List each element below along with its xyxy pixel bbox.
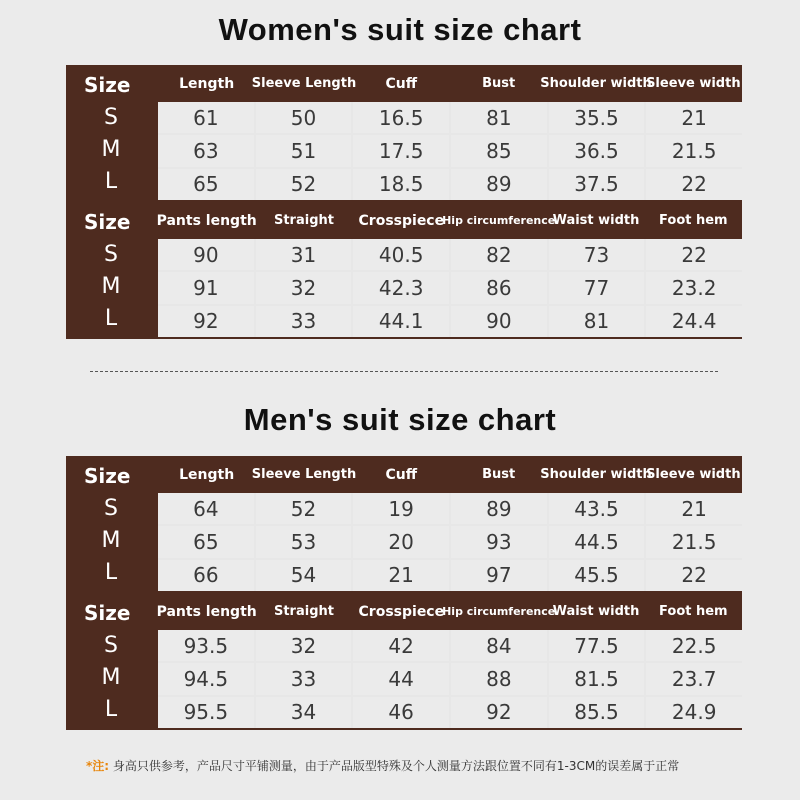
column-header: Crosspiece — [358, 212, 445, 229]
size-row-label: S — [104, 633, 118, 658]
table-cell: 18.5 — [353, 169, 449, 200]
column-header: Foot hem — [659, 213, 728, 228]
column-header: Bust — [482, 76, 516, 91]
size-row-label: M — [101, 528, 121, 553]
size-header: Size — [84, 464, 131, 488]
size-row-label: L — [104, 560, 118, 585]
table-cell: 23.7 — [646, 663, 742, 694]
section-divider — [90, 371, 718, 372]
table-cell: 85 — [451, 135, 547, 166]
table-cell: 81 — [549, 306, 645, 337]
table-cell: 54 — [256, 560, 352, 591]
table-cell: 31 — [256, 239, 352, 270]
table-cell: 33 — [256, 306, 352, 337]
table-cell: 81 — [451, 102, 547, 133]
table-cell: 81.5 — [549, 663, 645, 694]
size-row-label: L — [104, 306, 118, 331]
column-header: Crosspiece — [358, 603, 445, 620]
table-cell: 65 — [158, 526, 254, 557]
column-header: Pants length — [156, 603, 257, 620]
size-row-label: L — [104, 169, 118, 194]
table-cell: 45.5 — [549, 560, 645, 591]
table-cell: 43.5 — [549, 493, 645, 524]
note-text: 身高只供参考，产品尺寸平铺测量，由于产品版型特殊及个人测量方法跟位置不同有1-3CM的误差属于正常 — [112, 759, 680, 773]
table-cell: 64 — [158, 493, 254, 524]
table-cell: 21.5 — [646, 135, 742, 166]
size-row-label: S — [104, 105, 118, 130]
size-row-label: S — [104, 496, 118, 521]
column-header: Waist width — [552, 213, 640, 228]
column-header: Foot hem — [659, 604, 728, 619]
table-cell: 40.5 — [353, 239, 449, 270]
table-cell: 44.1 — [353, 306, 449, 337]
table-cell: 21 — [353, 560, 449, 591]
table-cell: 85.5 — [549, 697, 645, 728]
table-cell: 52 — [256, 169, 352, 200]
size-row-label: M — [101, 665, 121, 690]
table-cell: 32 — [256, 630, 352, 661]
table-cell: 19 — [353, 493, 449, 524]
table-cell: 90 — [451, 306, 547, 337]
table-cell: 77.5 — [549, 630, 645, 661]
column-header: Length — [179, 466, 235, 483]
men-top-table-values — [158, 493, 742, 591]
size-row-label: M — [101, 137, 121, 162]
column-header: Length — [179, 75, 235, 92]
column-header: Straight — [273, 213, 334, 228]
table-cell: 89 — [451, 493, 547, 524]
table-cell: 90 — [158, 239, 254, 270]
table-cell: 23.2 — [646, 272, 742, 303]
table-cell: 73 — [549, 239, 645, 270]
table-cell: 93 — [451, 526, 547, 557]
table-cell: 22 — [646, 239, 742, 270]
size-header: Size — [84, 601, 131, 625]
women-top-table-values — [158, 102, 742, 200]
size-header: Size — [84, 210, 131, 234]
table-cell: 24.4 — [646, 306, 742, 337]
table-cell: 22 — [646, 169, 742, 200]
table-cell: 44 — [353, 663, 449, 694]
table-cell: 24.9 — [646, 697, 742, 728]
women-bottom-table-values — [158, 239, 742, 337]
table-cell: 20 — [353, 526, 449, 557]
table-cell: 97 — [451, 560, 547, 591]
column-header: Sleeve Length — [251, 76, 357, 91]
table-cell: 93.5 — [158, 630, 254, 661]
column-header: Hip circumference — [442, 605, 556, 618]
table-cell: 51 — [256, 135, 352, 166]
table-cell: 21.5 — [646, 526, 742, 557]
column-header: Shoulder width — [540, 467, 652, 482]
table-cell: 92 — [451, 697, 547, 728]
column-header: Straight — [273, 604, 334, 619]
table-cell: 61 — [158, 102, 254, 133]
table-cell: 36.5 — [549, 135, 645, 166]
note-mark: *注: — [86, 759, 110, 773]
table-cell: 95.5 — [158, 697, 254, 728]
women-chart-title: Women's suit size chart — [218, 12, 582, 47]
table-cell: 35.5 — [549, 102, 645, 133]
table-cell: 77 — [549, 272, 645, 303]
table-cell: 42.3 — [353, 272, 449, 303]
table-cell: 89 — [451, 169, 547, 200]
table-cell: 91 — [158, 272, 254, 303]
table-cell: 94.5 — [158, 663, 254, 694]
column-header: Bust — [482, 467, 516, 482]
column-header: Cuff — [385, 466, 418, 483]
table-cell: 34 — [256, 697, 352, 728]
size-row-label: L — [104, 697, 118, 722]
table-cell: 65 — [158, 169, 254, 200]
table-cell: 22.5 — [646, 630, 742, 661]
measurement-note — [86, 757, 679, 774]
table-cell: 37.5 — [549, 169, 645, 200]
column-header: Waist width — [552, 604, 640, 619]
table-cell: 46 — [353, 697, 449, 728]
table-cell: 86 — [451, 272, 547, 303]
table-cell: 22 — [646, 560, 742, 591]
table-cell: 53 — [256, 526, 352, 557]
table-cell: 16.5 — [353, 102, 449, 133]
table-cell: 21 — [646, 493, 742, 524]
table-cell: 52 — [256, 493, 352, 524]
table-cell: 84 — [451, 630, 547, 661]
table-cell: 63 — [158, 135, 254, 166]
table-cell: 17.5 — [353, 135, 449, 166]
size-header: Size — [84, 73, 131, 97]
column-header: Sleeve Length — [251, 467, 357, 482]
table-cell: 66 — [158, 560, 254, 591]
table-cell: 21 — [646, 102, 742, 133]
column-header: Sleeve width — [646, 467, 741, 482]
size-row-label: S — [104, 242, 118, 267]
table-cell: 82 — [451, 239, 547, 270]
table-cell: 42 — [353, 630, 449, 661]
men-chart-title: Men's suit size chart — [243, 402, 557, 437]
column-header: Pants length — [156, 212, 257, 229]
column-header: Cuff — [385, 75, 418, 92]
column-header: Shoulder width — [540, 76, 652, 91]
table-cell: 50 — [256, 102, 352, 133]
table-cell: 92 — [158, 306, 254, 337]
table-cell: 88 — [451, 663, 547, 694]
column-header: Hip circumference — [442, 214, 556, 227]
table-cell: 33 — [256, 663, 352, 694]
men-bottom-table-values — [158, 630, 742, 728]
table-cell: 32 — [256, 272, 352, 303]
size-row-label: M — [101, 274, 121, 299]
table-cell: 44.5 — [549, 526, 645, 557]
column-header: Sleeve width — [646, 76, 741, 91]
